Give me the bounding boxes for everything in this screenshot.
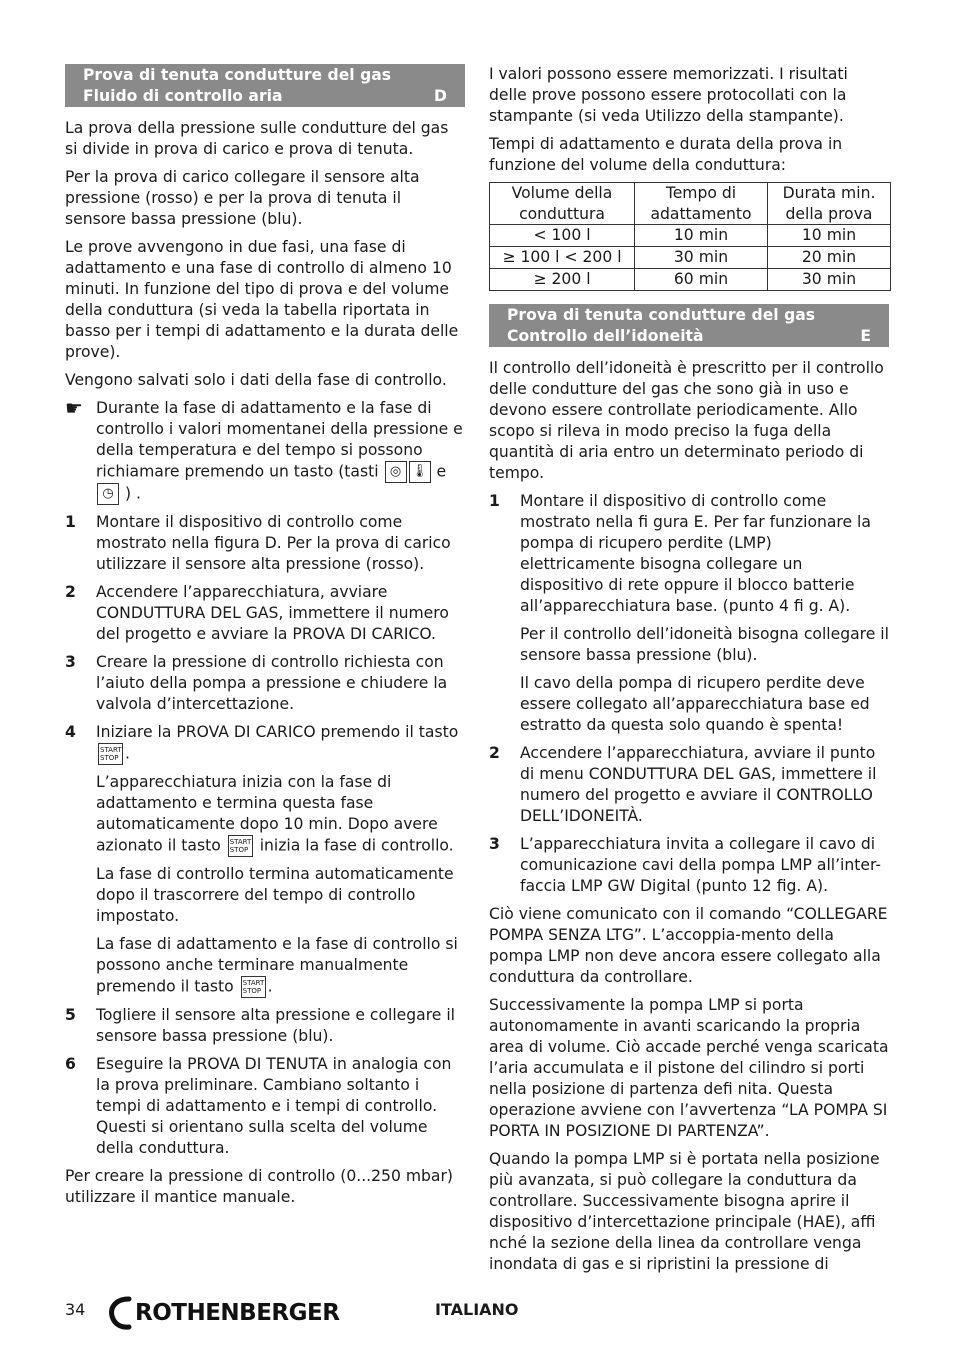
paragraph: Vengono salvati solo i dati della fase di controllo.: [65, 371, 447, 389]
list-item: [65, 582, 465, 645]
table-header-cell: Durata min. della prova: [768, 183, 891, 225]
step-text: [96, 722, 465, 765]
step-number: 1: [65, 513, 76, 531]
table-header-cell: Volume della conduttura: [490, 183, 635, 225]
key-label-bottom: STOP: [229, 846, 249, 854]
key-label-top: START: [242, 979, 265, 987]
paragraph: Successivamente la pompa LMP si porta autonomamente in avanti scaricando la propria area di volume. Ciò accade perché venga scaricata l’aria accumulata e il pistone del cilindro si porti nella posizione di partenza defi nita. Questa operazione avviene con l’avvertenza “LA POMPA SI PORTA IN POSIZIONE DI PARTENZA”.: [489, 996, 889, 1140]
step-text: Togliere il sensore alta pressione e collegare il sensore bassa pressione (blu).: [96, 1006, 455, 1045]
key-label-top: START: [100, 746, 122, 754]
steps-list: [65, 512, 465, 1159]
step-text: Montare il dispositivo di controllo come mostrato nella fi gura E. Per far funzionare la pompa di ricupero perdite (LMP) elettricamente bisogna collegare un dispositivo di rete oppure il blocco batterie all’apparecchiatura base. (punto 4 fi g. A).: [520, 492, 871, 615]
list-item: [65, 1054, 465, 1159]
step-number: 3: [65, 653, 76, 671]
left-column: [65, 64, 465, 1215]
step-number: 5: [65, 1006, 76, 1024]
list-item: [489, 743, 889, 827]
step-text: Creare la pressione di controllo richiesta con l’aiuto della pompa a pressione e chiudere la valvola d’intercettazione.: [96, 653, 448, 713]
section-header-subtitle: Fluido di controllo aria: [83, 86, 283, 105]
hand-pointer-icon: ☛: [65, 396, 83, 420]
start-stop-key-icon: [228, 835, 253, 857]
table-header-row: [490, 183, 891, 225]
key-label-bottom: STOP: [242, 987, 262, 995]
step-number: 6: [65, 1055, 76, 1073]
rothenberger-logo-icon: [107, 1296, 133, 1330]
step-text-part: Iniziare la PROVA DI CARICO premendo il tasto: [96, 723, 459, 741]
step-text: L’apparecchiatura invita a collegare il cavo di comunicazione cavi della pompa LMP all’inter-faccia LMP GW Digital (punto 12 fig. A).: [520, 835, 882, 895]
note-text-end: ) .: [124, 484, 141, 503]
paragraph: Per creare la pressione di controllo (0...250 mbar) utilizzare il mantice manuale.: [65, 1167, 453, 1206]
table-cell: 20 min: [768, 247, 891, 269]
step-text: Il cavo della pompa di ricupero perdite deve essere collegato all’apparecchiatura base ed estratto da questa solo quando è spenta!: [520, 674, 870, 734]
table-cell: ≥ 200 l: [490, 269, 635, 291]
step-text: Accendere l’apparecchiatura, avviare il punto di menu CONDUTTURA DEL GAS, immettere il numero del progetto e avviare il CONTROLLO DELL’IDONEITÀ.: [520, 744, 877, 825]
step-text-part: La fase di adattamento e la fase di controllo si possono anche terminare manualmente premendo il tasto: [96, 935, 458, 996]
list-item: [65, 652, 465, 715]
steps-list: [489, 491, 889, 897]
list-item: [65, 722, 465, 998]
table-cell: 10 min: [768, 225, 891, 247]
table-cell: 30 min: [635, 247, 768, 269]
start-stop-key-icon: [241, 976, 266, 998]
step-text: [96, 772, 465, 857]
step-text: Eseguire la PROVA DI TENUTA in analogia con la prova preliminare. Cambiano soltanto i tempi di adattamento e i tempi di controllo. Questi si orientano sulla scelta del volume della conduttura.: [96, 1055, 452, 1157]
note-text: Durante la fase di adattamento e la fase di controllo i valori momentanei della pressione e della temperatura e del tempo si possono richiamare premendo un tasto (tasti: [96, 399, 463, 481]
table-row: [490, 225, 891, 247]
list-item: [65, 1005, 465, 1047]
clock-key-icon: ◷: [97, 483, 119, 505]
step-text: Accendere l’apparecchiatura, avviare CONDUTTURA DEL GAS, immettere il numero del progetto e avviare la PROVA DI CARICO.: [96, 583, 449, 643]
step-number: 2: [489, 744, 500, 762]
start-stop-key-icon: [98, 743, 123, 765]
step-number: 4: [65, 723, 76, 741]
paragraph: La prova della pressione sulle condutture del gas si divide in prova di carico e prova di tenuta.: [65, 119, 449, 158]
section-letter: E: [860, 326, 871, 345]
table-cell: 30 min: [768, 269, 891, 291]
step-number: 1: [489, 492, 500, 510]
section-header-title: Prova di tenuta condutture del gas: [83, 66, 392, 84]
note-text-e: e: [436, 462, 447, 481]
list-item: [65, 512, 465, 575]
step-text-part: .: [125, 744, 130, 763]
step-number: 3: [489, 835, 500, 853]
list-item: [489, 491, 889, 736]
duration-table: [489, 182, 891, 291]
note: [65, 398, 465, 505]
section-header-subtitle: Controllo dell’idoneità: [507, 326, 704, 345]
list-item: [489, 834, 889, 897]
table-cell: < 100 l: [490, 225, 635, 247]
paragraph: Il controllo dell’idoneità è prescritto per il controllo delle condutture del gas che sono già in uso e devono essere controllate periodicamente. Allo scopo si rileva in modo preciso la fuga della quantità di aria entro un determinato periodo di tempo.: [489, 359, 884, 482]
paragraph: Per la prova di carico collegare il sensore alta pressione (rosso) e per la prova di tenuta il sensore bassa pressione (blu).: [65, 168, 420, 228]
brand-name: ROTHENBERGER: [135, 1300, 340, 1326]
page-number: 34: [65, 1300, 86, 1319]
step-text: Per il controllo dell’idoneità bisogna collegare il sensore bassa pressione (blu).: [520, 625, 889, 664]
table-cell: 60 min: [635, 269, 768, 291]
step-number: 2: [65, 583, 76, 601]
section-header-d: [65, 64, 465, 107]
step-text-part: .: [267, 977, 273, 996]
language-label: ITALIANO: [435, 1300, 519, 1319]
paragraph: I valori possono essere memorizzati. I risultati delle prove possono essere protocollati con la stampante (si veda Utilizzo della stampante).: [489, 65, 848, 125]
section-header-e: [489, 304, 889, 347]
paragraph: Le prove avvengono in due fasi, una fase di adattamento e una fase di controllo di almeno 10 minuti. In funzione del tipo di prova e del volume della conduttura (si veda la tabella riportata in basso per i tempi di adattamento e la durata delle prove).: [65, 238, 459, 361]
brand-logo: [107, 1296, 339, 1330]
step-text-part: L’apparecchiatura inizia con la fase di adattamento e termina questa fase automaticamente dopo 10 min. Dopo avere azionato il tasto: [96, 773, 438, 855]
paragraph: Tempi di adattamento e durata della prova in funzione del volume della conduttura:: [489, 135, 843, 174]
table-cell: ≥ 100 l < 200 l: [490, 247, 635, 269]
paragraph: Quando la pompa LMP si è portata nella posizione più avanzata, si può collegare la conduttura da controllare. Successivamente bisogna aprire il dispositivo d’intercettazione principale (HAE), affi nché la sezione della linea da controllare venga inondata di gas e si ripristini la pressione di: [489, 1150, 880, 1273]
table-row: [490, 269, 891, 291]
thermometer-key-icon: 🌡: [409, 461, 431, 483]
step-text: Montare il dispositivo di controllo come mostrato nella figura D. Per la prova di carico utilizzare il sensore alta pressione (rosso).: [96, 513, 451, 573]
step-text-part: inizia la fase di controllo.: [259, 836, 454, 855]
table-header-cell: Tempo di adattamento: [635, 183, 768, 225]
key-label-top: START: [229, 838, 252, 846]
page-footer: [65, 1296, 895, 1336]
table-cell: 10 min: [635, 225, 768, 247]
step-text: La fase di controllo termina automaticamente dopo il trascorrere del tempo di controllo impostato.: [96, 865, 454, 925]
paragraph: Ciò viene comunicato con il comando “COLLEGARE POMPA SENZA LTG”. L’accoppia-mento della pompa LMP non deve ancora essere collegato alla conduttura da controllare.: [489, 905, 888, 986]
section-letter: D: [434, 86, 447, 105]
step-text: [96, 934, 465, 998]
section-header-title: Prova di tenuta condutture del gas: [507, 306, 816, 324]
key-label-bottom: STOP: [100, 754, 119, 762]
right-column: [489, 64, 889, 1282]
pressure-key-icon: ◎: [385, 461, 407, 483]
table-row: [490, 247, 891, 269]
